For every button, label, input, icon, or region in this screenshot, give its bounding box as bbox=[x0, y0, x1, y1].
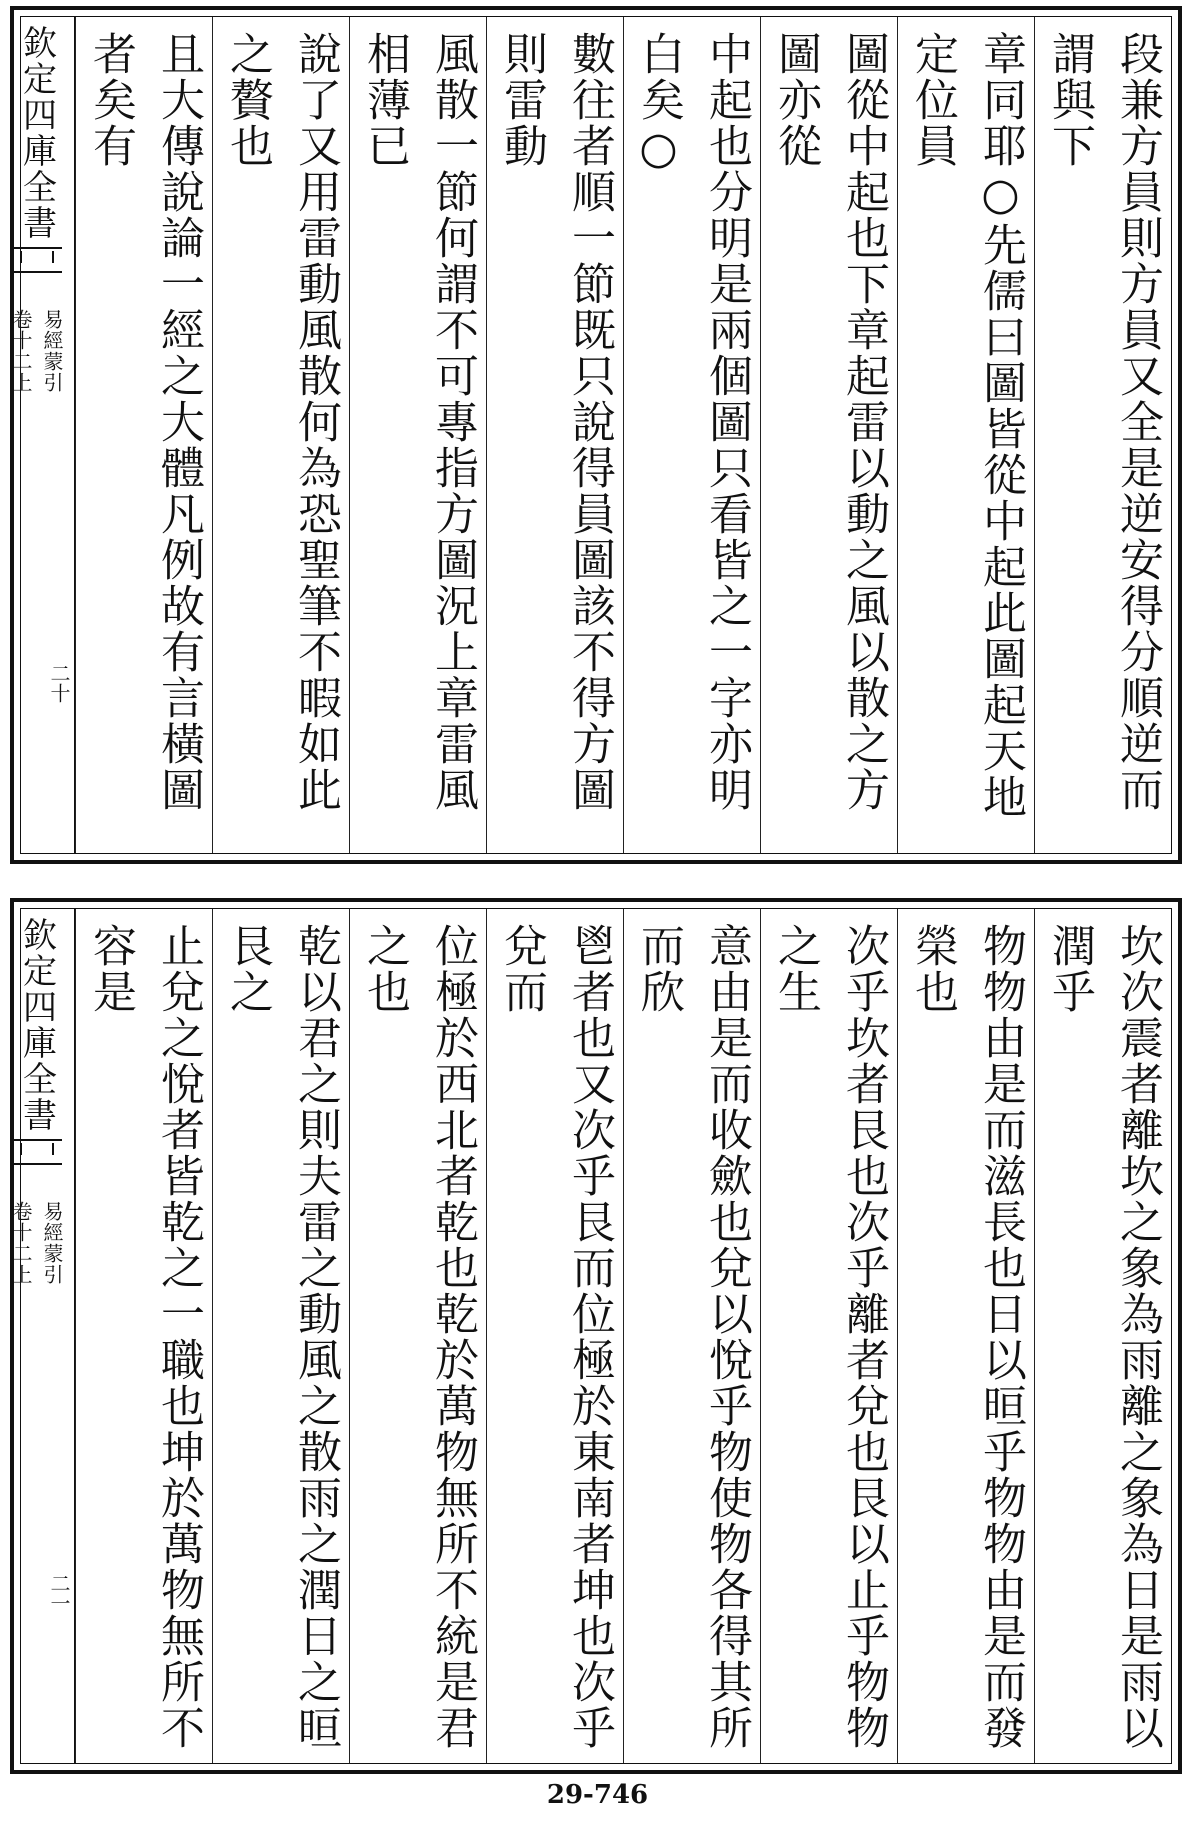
collection-title: 欽定四庫全書 bbox=[16, 917, 57, 1133]
book-info bbox=[7, 1201, 67, 1285]
upper-page bbox=[10, 6, 1182, 864]
text-column: 圖從中起也下章起雷以動之風以散之方圖亦從 bbox=[760, 17, 897, 853]
center-fold-margin bbox=[0, 909, 75, 1763]
text-column: 風散一節何謂不可專指方圖況上章雷風相薄已 bbox=[349, 17, 486, 853]
text-column: 止兌之悅者皆乾之一職也坤於萬物無所不容是 bbox=[75, 909, 212, 1763]
fish-tail-ornament bbox=[12, 247, 62, 273]
center-fold-margin bbox=[0, 17, 75, 853]
leaf-number: 二一 bbox=[47, 1573, 71, 1613]
text-column: 物物由是而滋長也日以晅乎物物由是而發榮也 bbox=[897, 909, 1034, 1763]
leaf-number: 二十 bbox=[47, 663, 71, 703]
text-column: 位極於西北者乾也乾於萬物無所不統是君之也 bbox=[349, 909, 486, 1763]
text-column: 且大傳說論一經之大體凡例故有言橫圖者矣有 bbox=[75, 17, 212, 853]
text-column: 章同耶○先儒曰圖皆從中起此圖起天地定位員 bbox=[897, 17, 1034, 853]
book-info bbox=[7, 309, 67, 393]
page-footer-number: 29-746 bbox=[546, 1780, 649, 1810]
lower-page bbox=[10, 898, 1182, 1774]
fish-tail-ornament bbox=[12, 1139, 62, 1165]
book-title: 易經蒙引 bbox=[40, 309, 64, 393]
collection-title: 欽定四庫全書 bbox=[16, 25, 57, 241]
upper-page-text-frame bbox=[9, 16, 1172, 854]
text-column: 鬯者也又次乎艮而位極於東南者坤也次乎兌而 bbox=[486, 909, 623, 1763]
lower-page-text-frame bbox=[9, 908, 1172, 1764]
text-column: 乾以君之則夫雷之動風之散雨之潤日之晅艮之 bbox=[212, 909, 349, 1763]
text-column: 坎次震者離坎之象為雨離之象為日是雨以潤乎 bbox=[1034, 909, 1171, 1763]
text-column: 數往者順一節既只說得員圖該不得方圖則雷動 bbox=[486, 17, 623, 853]
text-column: 意由是而收歛也兌以悅乎物使物各得其所而欣 bbox=[623, 909, 760, 1763]
volume-label: 卷十二上 bbox=[9, 1201, 33, 1285]
book-title: 易經蒙引 bbox=[40, 1201, 64, 1285]
text-column: 說了又用雷動風散何為恐聖筆不暇如此之贅也 bbox=[212, 17, 349, 853]
text-column: 段兼方員則方員又全是逆安得分順逆而謂與下 bbox=[1034, 17, 1171, 853]
text-column: 次乎坎者艮也次乎離者兌也艮以止乎物物之生 bbox=[760, 909, 897, 1763]
volume-label: 卷十二上 bbox=[9, 309, 33, 393]
text-column: 中起也分明是兩個圖只看皆之一字亦明白矣○ bbox=[623, 17, 760, 853]
